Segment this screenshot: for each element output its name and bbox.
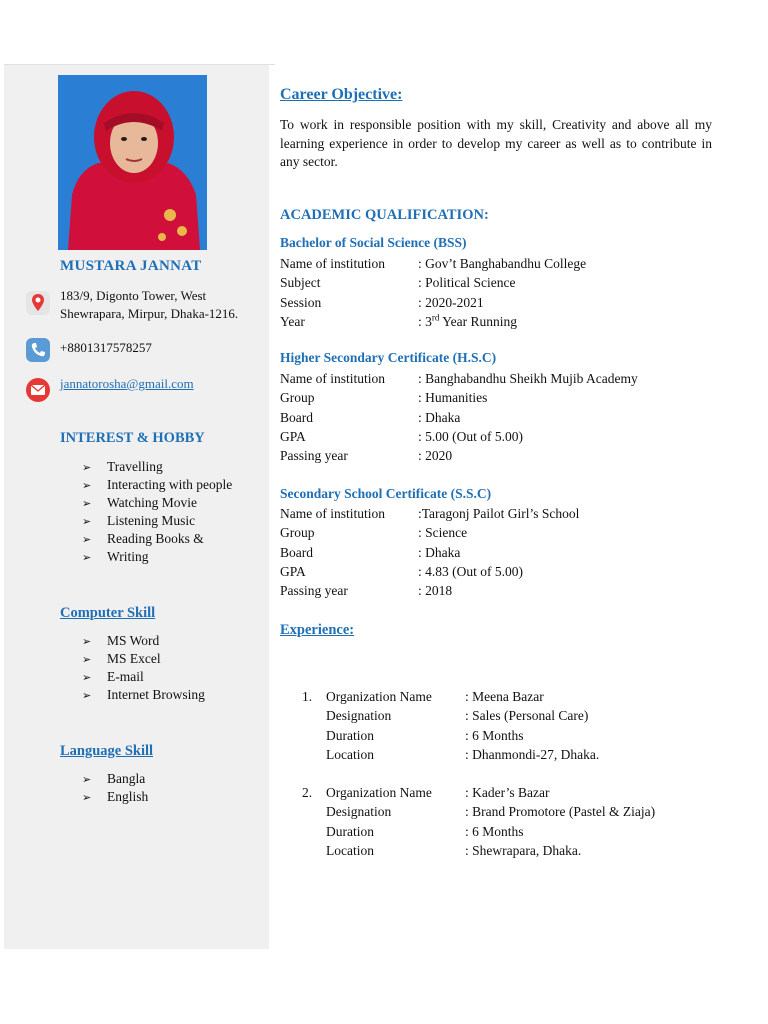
- phone-number: +8801317578257: [60, 340, 152, 355]
- list-item: ➢ Bangla: [82, 770, 148, 788]
- table-row: Session : 2020-2021: [280, 294, 484, 310]
- arrow-bullet-icon: ➢: [82, 690, 92, 702]
- list-item: ➢ E-mail: [82, 668, 205, 686]
- language-skill-list: [82, 770, 148, 806]
- table-row: Name of institution : Gov’t Banghabandhu College: [280, 256, 587, 271]
- arrow-bullet-icon: ➢: [82, 654, 92, 666]
- list-item: ➢ MS Word: [82, 632, 205, 650]
- list-item: ➢ Internet Browsing: [82, 686, 205, 704]
- arrow-bullet-icon: ➢: [82, 498, 92, 510]
- computer-skill-heading: Computer Skill: [60, 605, 156, 621]
- list-item: ➢ Reading Books &: [82, 530, 232, 548]
- list-item: ➢ Writing: [82, 548, 232, 566]
- table-row: Location : Shewrapara, Dhaka.: [326, 842, 582, 858]
- arrow-bullet-icon: ➢: [82, 480, 92, 492]
- experience-heading: Experience:: [280, 622, 355, 638]
- table-row: Year : 3rd Year Running: [280, 312, 518, 329]
- academic-heading: ACADEMIC QUALIFICATION:: [280, 207, 489, 223]
- table-row: Passing year : 2020: [280, 448, 453, 464]
- computer-skill-list: [82, 632, 205, 704]
- table-row: Board : Dhaka: [280, 409, 461, 425]
- list-item: ➢ Interacting with people: [82, 476, 232, 494]
- address: [60, 287, 238, 323]
- interest-hobby-heading: INTEREST & HOBBY: [60, 430, 205, 446]
- table-row: 1. Organization Name : Meena Bazar: [302, 689, 544, 704]
- career-objective-heading: Career Objective:: [280, 86, 403, 103]
- table-row: Group : Science: [280, 525, 468, 541]
- bss-details: [280, 254, 586, 331]
- list-item: ➢ Listening Music: [82, 512, 232, 530]
- arrow-bullet-icon: ➢: [82, 516, 92, 528]
- table-row: Group : Humanities: [280, 390, 488, 406]
- location-pin-icon: [26, 291, 50, 315]
- table-row: GPA : 4.83 (Out of 5.00): [280, 563, 523, 579]
- arrow-bullet-icon: ➢: [82, 774, 92, 786]
- arrow-bullet-icon: ➢: [82, 534, 92, 546]
- phone-icon: [26, 338, 50, 362]
- ssc-details: [280, 504, 579, 600]
- arrow-bullet-icon: ➢: [82, 462, 92, 474]
- experience-item-2: [302, 783, 655, 860]
- bss-title: Bachelor of Social Science (BSS): [280, 235, 467, 250]
- list-item: ➢ English: [82, 788, 148, 806]
- arrow-bullet-icon: ➢: [82, 552, 92, 564]
- list-item: ➢ MS Excel: [82, 650, 205, 668]
- profile-photo: [58, 75, 207, 250]
- divider: [4, 64, 275, 65]
- ssc-title: Secondary School Certificate (S.S.C): [280, 486, 492, 501]
- table-row: Name of institution : Banghabandhu Sheikh Mujib Academy: [280, 371, 638, 386]
- arrow-bullet-icon: ➢: [82, 636, 92, 648]
- address-line-1: 183/9, Digonto Tower, West: [60, 288, 207, 303]
- language-skill-heading: Language Skill: [60, 743, 154, 759]
- address-line-2: Shewrapara, Mirpur, Dhaka-1216.: [60, 306, 239, 321]
- career-objective-text: To work in responsible position with my skill, Creativity and above all my learning experience in order to develop my career as well as to contribute in any sector.: [280, 117, 712, 169]
- table-row: Subject : Political Science: [280, 275, 516, 291]
- experience-item-1: [302, 687, 599, 764]
- table-row: Duration : 6 Months: [326, 823, 524, 839]
- table-row: GPA : 5.00 (Out of 5.00): [280, 428, 523, 444]
- table-row: 2. Organization Name : Kader’s Bazar: [302, 785, 550, 800]
- hsc-details: [280, 369, 638, 465]
- list-item: ➢ Travelling: [82, 458, 232, 476]
- interest-list: [82, 458, 232, 566]
- table-row: Name of institution :Taragonj Pailot Girl’s School: [280, 506, 580, 521]
- table-row: Duration : 6 Months: [326, 727, 524, 743]
- arrow-bullet-icon: ➢: [82, 672, 92, 684]
- table-row: Board : Dhaka: [280, 544, 461, 560]
- table-row: Location : Dhanmondi-27, Dhaka.: [326, 746, 600, 762]
- table-row: Passing year : 2018: [280, 583, 453, 599]
- list-item: ➢ Watching Movie: [82, 494, 232, 512]
- envelope-icon: [26, 378, 50, 402]
- hsc-title: Higher Secondary Certificate (H.S.C): [280, 350, 497, 365]
- arrow-bullet-icon: ➢: [82, 792, 92, 804]
- table-row: Designation : Brand Promotore (Pastel & Ziaja): [326, 804, 656, 820]
- table-row: Designation : Sales (Personal Care): [326, 708, 589, 724]
- email-link[interactable]: jannatorosha@gmail.com: [60, 376, 194, 391]
- candidate-name: MUSTARA JANNAT: [60, 258, 202, 274]
